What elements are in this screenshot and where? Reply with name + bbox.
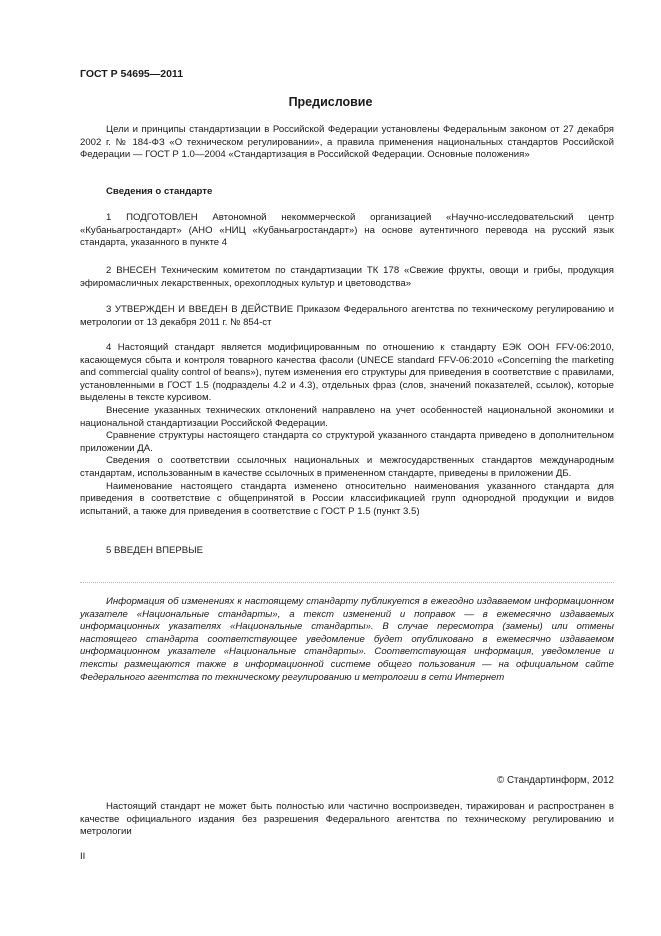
- item-4-comparison-paragraph: Сравнение структуры настоящего стандарта со структурой указанного стандарта приведено в дополнительном приложении ДА.: [80, 430, 614, 454]
- item-2-block: [80, 265, 614, 290]
- document-id-header: ГОСТ Р 54695—2011: [80, 68, 184, 80]
- item-5-block: [80, 545, 614, 558]
- item-4-references-paragraph: Сведения о соответствии ссылочных национальных и межгосударственных стандартов международным стандартам, использованным в качестве ссылочных в примененном стандарте, приведены в приложении ДБ.: [80, 455, 614, 479]
- intro-block: [80, 124, 614, 162]
- item-4-block: [80, 342, 614, 518]
- legal-block: [80, 801, 614, 839]
- notice-paragraph: Информация об изменениях к настоящему стандарту публикуется в ежегодно издаваемом информационном указателе «Национальные стандарты», а текст изменений и поправок — в ежемесячно издаваемых информационных указателях «Национальные стандарты». В случае пересмотра (замены) или отмены настоящего стандарта соответствующее уведомление будет опубликовано в ежемесячно издаваемом информационном указателе «Национальные стандарты». Соответствующая информация, уведомление и тексты размещаются также в информационной системе общего пользования — на официальном сайте Федерального агентства по техническому регулированию и метрологии в сети Интернет: [80, 596, 614, 683]
- page-number: II: [80, 851, 86, 862]
- section-heading-block: [80, 186, 614, 199]
- item-4-title-change-paragraph: Наименование настоящего стандарта изменено относительно наименования указанного стандарта для приведения в соответствие с общепринятой в России классификацией групп однородной продукции и видов испытаний, а также для приведения в соответствие с ГОСТ Р 1.5 (пункт 3.5): [80, 480, 614, 517]
- page-title: Предисловие: [288, 95, 373, 109]
- item-1-paragraph: 1 ПОДГОТОВЛЕН Автономной некоммерческой организацией «Научно-исследовательский центр «Кубаньагростандарт» (АНО «НИЦ «Кубаньагростандарт») на основе аутентичного перевода на русский язык стандарта, указанного в пункте 4: [80, 212, 614, 249]
- copyright-notice: © Стандартинформ, 2012: [497, 775, 614, 786]
- intro-paragraph: Цели и принципы стандартизации в Российской Федерации установлены Федеральным законом от 27 декабря 2002 г. № 184-ФЗ «О техническом регулировании», а правила применения национальных стандартов Российской Федерации — ГОСТ Р 1.0—2004 «Стандартизация в Российской Федерации. Основные положения»: [80, 124, 614, 161]
- item-4-paragraph: 4 Настоящий стандарт является модифицированным по отношению к стандарту ЕЭК ООН FFV-06:2010, касающемуся сбыта и контроля товарного качества фасоли (UNECE standard FFV-06:2010 «Concerning the marketing and commercial quality control of beans»), путем изменения его структуры для приведения в соответствие с правилами, установленными в ГОСТ 1.5 (подразделы 4.2 и 4.3), отдельных фраз (слов, значений показателей, ссылок), которые выделены в тексте курсивом.: [80, 342, 614, 404]
- item-1-block: [80, 212, 614, 250]
- section-heading: Сведения о стандарте: [106, 186, 213, 197]
- legal-paragraph: Настоящий стандарт не может быть полностью или частично воспроизведен, тиражирован и распространен в качестве официального издания без разрешения Федерального агентства по техническому регулированию и метрологии: [80, 801, 614, 838]
- divider-line: [80, 582, 614, 583]
- item-5-paragraph: 5 ВВЕДЕН ВПЕРВЫЕ: [106, 545, 204, 556]
- item-3-paragraph: 3 УТВЕРЖДЕН И ВВЕДЕН В ДЕЙСТВИЕ Приказом Федерального агентства по техническому регулированию и метрологии от 13 декабря 2011 г. № 854-ст: [80, 304, 614, 328]
- item-3-block: [80, 304, 614, 329]
- notice-block: [80, 596, 614, 684]
- item-2-paragraph: 2 ВНЕСЕН Техническим комитетом по стандартизации ТК 178 «Свежие фрукты, овощи и грибы, продукция эфиромасличных лекарственных, орехоплодных культур и цветоводства»: [80, 265, 614, 289]
- item-4-deviation-paragraph: Внесение указанных технических отклонений направлено на учет особенностей национальной экономики и национальной стандартизации Российской Федерации.: [80, 404, 614, 429]
